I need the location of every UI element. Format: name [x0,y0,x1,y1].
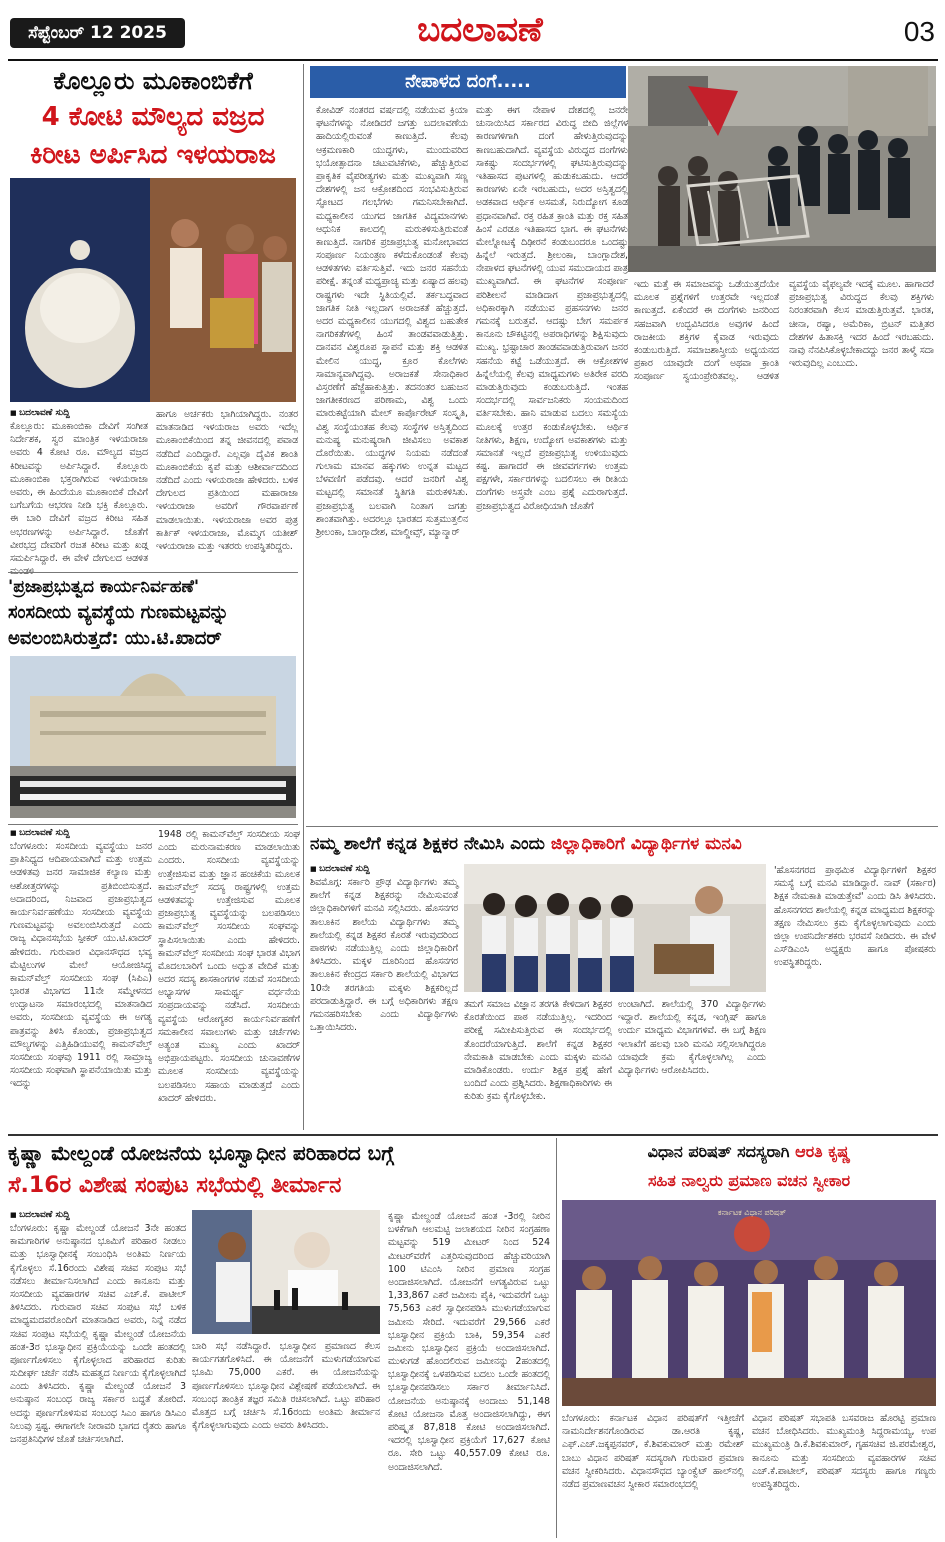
story-speaker [8,576,298,820]
kollur-photo-illustration [10,178,296,402]
divider-left-2 [8,824,298,825]
teachers-col-1: ಶಿವಮೊಗ್ಗ: ಸರ್ಕಾರಿ ಪ್ರೌಢ ವಿದ್ಯಾರ್ಥಿಗಳು ತಮ್ಮ ಶಾಲೆಗೆ ಕನ್ನಡ ಶಿಕ್ಷಕರನ್ನು ನೇಮಿಸುವಂತೆ ಜಿಲ್ಲಾಧಿಕಾರಿಗಳಿಗೆ ಮನವಿ ಸಲ್ಲಿಸಿದರು. ಹೊಸನಗರ ತಾಲೂಕಿನ ಶಾಲೆಯ ವಿದ್ಯಾರ್ಥಿಗಳು ತಮ್ಮ ಶಾಲೆಯಲ್ಲಿ ಕನ್ನಡ ಶಿಕ್ಷಕರ ಕೊರತೆ ಇರುವುದರಿಂದ ಪಾಠಗಳು ನಡೆಯುತ್ತಿಲ್ಲ ಎಂದು ಜಿಲ್ಲಾಧಿಕಾರಿಗೆ ತಿಳಿಸಿದರು. ಮಕ್ಕಳ ದೂರಿನಿಂದ ಹೊಸನಗರ ತಾಲೂಕಿನ ಕೇಂದ್ರದ ಸರ್ಕಾರಿ ಶಾಲೆಯಲ್ಲಿ ವಿಭಾಗದ 10ನೇ ತರಗತಿಯ ಮಕ್ಕಳು ಶಿಕ್ಷಕರಿಲ್ಲದೆ ಪರದಾಡುತ್ತಿದ್ದಾರೆ. ಈ ಬಗ್ಗೆ ಅಧಿಕಾರಿಗಳು ತಕ್ಷಣ ಗಮನಹರಿಸಬೇಕು ಎಂದು ವಿದ್ಯಾರ್ಥಿಗಳು ಒತ್ತಾಯಿಸಿದರು. [310,877,458,1034]
teachers-col-4: 'ಹೊಸನಗರದ ಪ್ರಾಥಮಿಕ ವಿದ್ಯಾರ್ಥಿಗಳಿಗೆ ಶಿಕ್ಷಕರ ಸಮಸ್ಯೆ ಬಗ್ಗೆ ಮನವಿ ಮಾಡಿದ್ದಾರೆ. ನಾವ್ (ಸರ್ಕಾರ) ಶಿಕ್ಷಕ ನೇಮಕಾತಿ ಮಾಡುತ್ತೇವೆ' ಎಂದು ಡಿಸಿ ತಿಳಿಸಿದರು. ಹೊಸನಗರದ ಶಾಲೆಯಲ್ಲಿ ಕನ್ನಡ ಮಾಧ್ಯಮದ ಶಿಕ್ಷಕರನ್ನು ತಕ್ಷಣ ನೇಮಿಸಲು ಕ್ರಮ ಕೈಗೊಳ್ಳಲಾಗುವುದು ಎಂದು ಜಿಲ್ಲಾ ಉಪನಿರ್ದೇಶಕರು ಭರವಸೆ ನೀಡಿದರು. ಈ ವೇಳೆ ಎಸ್‌ಡಿಎಂಸಿ ಅಧ್ಯಕ್ಷರು ಹಾಗೂ ಪೋಷಕರು ಉಪಸ್ಥಿತರಿದ್ದರು. [774,865,936,969]
kollur-body [10,408,298,570]
nepal-col-2: ಮತ್ತು ಈಗ ನೇಪಾಳ ದೇಶದಲ್ಲಿ ಜನರೇ ಚುನಾಯಿಸಿದ ಸರ್ಕಾರದ ವಿರುದ್ಧ ಬೀದಿ ಜಿಲ್ಲೆಗಳ ಕಾರಣಗಳಿಗಾಗಿ ದಂಗೆ ಹೇಳುತ್ತಿರುವುದನ್ನು ಕಾಣಬಹುದಾಗಿದೆ. ವ್ಯವಸ್ಥೆಯ ವಿರುದ್ಧದ ದಂಗೆಗಳು ಸಾಕಷ್ಟು ಸಂದರ್ಭಗಳಲ್ಲಿ ಘಟಿಸುತ್ತಿರುವುದನ್ನು ಇತಿಹಾಸದ ಪುಟಗಳಲ್ಲಿ ಹುಡುಕಬಹುದು. ಆದರೆ ಕಾರಣಗಳು ಏನೇ ಇರಬಹುದು, ಅದರ ಅಸ್ತಿತ್ವದಲ್ಲಿ ಅಡಕವಾದ ಆರ್ಥಿಕ ಅಸಮತೆ, ನಿರುದ್ಯೋಗ ಕೂಡ ಪ್ರಧಾನವಾಗಿವೆ. ರಕ್ತ ರಹಿತ ಕ್ರಾಂತಿ ಮತ್ತು ರಕ್ತ ಸಹಿತ ಹಿಂಸೆ ಎರಡೂ ಇತಿಹಾಸದ ಭಾಗ. ಈ ಘಟನೆಗಳು ಮೇಲ್ನೋಟಕ್ಕೆ ದಿಢೀರನೆ ಕಂಡುಬಂದರೂ ಒಂದಷ್ಟು ಹಿನ್ನೆಲೆ ಇರುತ್ತದೆ. ಶ್ರೀಲಂಕಾ, ಬಾಂಗ್ಲಾದೇಶ, ನೇಪಾಳದ ಘಟನೆಗಳಲ್ಲಿ ಯುವ ಸಮುದಾಯದ ಪಾತ್ರ ಮುಖ್ಯವಾಗಿದೆ. ಈ ಘಟನೆಗಳ ಸಂಪೂರ್ಣ ಪರಿಶೀಲನೆ ಮಾಡಿದಾಗ ಪ್ರಜಾಪ್ರಭುತ್ವದಲ್ಲಿ ಅಧಿಕಾರಕ್ಕಾಗಿ ನಡೆಯುವ ಪ್ರಹಸನಗಳು ಜನರ ಗಮನಕ್ಕೆ ಬರುತ್ತವೆ. ಆದಷ್ಟು ಬೇಗ ಸಮರ್ಪಕ ಕಾನೂನು ಚೌಕಟ್ಟಿನಲ್ಲಿ ಅಪರಾಧಿಗಳನ್ನು ಶಿಕ್ಷಿಸುವುದು ಮುಖ್ಯ. ಭ್ರಷ್ಟಾಚಾರ ತಾಂಡವವಾಡುತ್ತಿರುವಾಗ ಜನರ ಸಹನೆಯ ಕಟ್ಟೆ ಒಡೆಯುತ್ತದೆ. ಈ ಆಕ್ರೋಶಗಳ ಹಿನ್ನೆಲೆಯಲ್ಲಿ ಕೆಲವು ಮಾಧ್ಯಮಗಳು ಅತಿರೇಕ ವರದಿ ಮಾಡುತ್ತಿರುವುದು ಕಂಡುಬರುತ್ತಿದೆ. ಇಂತಹ ಸಂದರ್ಭದಲ್ಲಿ ಸಾರ್ವಜನಿಕರು ಸಂಯಮದಿಂದ ವರ್ತಿಸಬೇಕು. ಹಾನಿ ಮಾಡುವ ಬದಲು ಸಮಸ್ಯೆಯ ಮೂಲಕ್ಕೆ ಉತ್ತರ ಕಂಡುಕೊಳ್ಳಬೇಕು. ಆರ್ಥಿಕ ನೀತಿಗಳು, ಶಿಕ್ಷಣ, ಉದ್ಯೋಗ ಅವಕಾಶಗಳು ಮತ್ತು ಸಮಾನತೆ ಇಲ್ಲದೆ ಪ್ರಜಾಪ್ರಭುತ್ವ ಉಳಿಯುವುದು ಕಷ್ಟ. ಹಾಗಾದರೆ ಈ ಜೀವವರ್ಗಗಳು ಉತ್ತಮ ಪಕ್ಷಗಳೇ, ಸರ್ಕಾರಗಳನ್ನು ಬದಲಿಸಲು ಈ ರೀತಿಯ ದಂಗೆಗಳು ಅಸ್ತ್ರವೇ ಎಂಬ ಪ್ರಶ್ನೆ ಎದುರಾಗುತ್ತದೆ. ಪ್ರಜಾಪ್ರಭುತ್ವದ ವಿರೋಧಿಯಾಗಿ ಜೊತೆಗೆ [476,105,628,512]
teachers-headline-dark: ನಮ್ಮ ಶಾಲೆಗೆ ಕನ್ನಡ ಶಿಕ್ಷಕರ ನೇಮಿಸಿ ಎಂದು [310,834,545,854]
press-meet-illustration [192,1210,380,1334]
vidhana-soudha-photo [10,656,296,818]
teachers-byline: ■ ಬದಲಾವಣೆ ಸುದ್ದಿ [310,864,458,874]
kollur-col-1: ಕೊಲ್ಲೂರು: ಮೂಕಾಂಬಿಕಾ ದೇವಿಗೆ ಸಂಗೀತ ನಿರ್ದೇಶಕ, ಸ್ವರ ಮಾಂತ್ರಿಕ ಇಳಯರಾಜಾ ಅವರು 4 ಕೋಟಿ ರೂ. ಮೌಲ್ಯದ ವಜ್ರದ ಕಿರೀಟವನ್ನು ಅರ್ಪಿಸಿದ್ದಾರೆ. ಕೊಲ್ಲೂರು ಮೂಕಾಂಬಿಕಾ ಭಕ್ತರಾಗಿರುವ ಇಳಯರಾಜಾ ಅವರು, ಈ ಹಿಂದೆಯೂ ಮೂಕಾಂಬಿಕೆ ದೇವಿಗೆ ಬಗೆಬಗೆಯ ಆಭರಣ ನೀಡಿ ಭಕ್ತಿ ಕೊಲ್ಲೂರು. ಈ ಬಾರಿ ದೇವಿಗೆ ವಜ್ರದ ಕಿರೀಟ ಸಹಿತ ಅಭರಣಗಳನ್ನು ಅರ್ಪಿಸಿದ್ದಾರೆ. ಜೊತೆಗೆ ವೀರಭದ್ರ ದೇವರಿಗೆ ರಜತ ಕಿರೀಟ ಮತ್ತು ಖಡ್ಗ ಸಮರ್ಪಿಸಿದ್ದಾರೆ. ಈ ವೇಳೆ ದೇಗುಲದ ಆಡಳಿತ [10,421,148,564]
teachers-headline-red: ಜಿಲ್ಲಾಧಿಕಾರಿಗೆ ವಿದ್ಯಾರ್ಥಿಗಳ ಮನವಿ [550,834,742,854]
speaker-headline-2: ಸಂಸದೀಯ ವ್ಯವಸ್ಥೆಯ ಗುಣಮಟ್ಟವನ್ನು [8,602,229,623]
krishna-col-2: ಬಾರಿ ಸಭೆ ನಡೆಸಿದ್ದಾರೆ. ಭೂಸ್ವಾಧೀನ ಪ್ರಮಾಣದ ಕೆಲಸ ಕಾರ್ಯಗತಗೊಳಿಸಿದೆ. ಈ ಯೋಜನೆಗೆ ಮುಳುಗಡೆಯಾಗುವ ಭೂಮಿ 75,000 ಎಕರೆ. ಈ ಯೋಜನೆಯನ್ನು ಪೂರ್ಣಗೊಳಿಸಲು ಭೂಸ್ವಾಧೀನ ವಿಶ್ಲೇಷಣೆ ಪಡೆಯಲಾಗಿದೆ. ಈ ಸಂಬಂಧ ತಾಂತ್ರಿಕ ತಜ್ಞರ ಸಮಿತಿ ರಚಿಸಲಾಗಿದೆ. ಒಟ್ಟು ಪರಿಹಾರ ಮೊತ್ತದ ಬಗ್ಗೆ ಚರ್ಚಿಸಿ ಸೆ.16ರಂದು ಅಂತಿಮ ತೀರ್ಮಾನ ಕೈಗೊಳ್ಳಲಾಗುವುದು ಎಂದು ಅವರು ತಿಳಿಸಿದರು. [192,1341,380,1432]
masthead-date: ಸೆಪ್ಟೆಂಬರ್ 12 2025 [10,18,185,48]
krishna-col-1: ಬೆಂಗಳೂರು: ಕೃಷ್ಣಾ ಮೇಲ್ದಂಡೆ ಯೋಜನೆ 3ನೇ ಹಂತದ ಕಾಮಗಾರಿಗಳ ಅನುಷ್ಠಾನದ ಭೂಮಿಗೆ ಪರಿಹಾರ ನೀಡಲು ಮತ್ತು ಭೂಸ್ವಾಧೀನಕ್ಕೆ ಸಂಬಂಧಿಸಿ ಅಂತಿಮ ನಿರ್ಣಯ ಕೈಗೊಳ್ಳಲು ಸೆ.16ರಂದು ವಿಶೇಷ ಸಚಿವ ಸಂಪುಟ ಸಭೆ ನಡೆಸಲು ತೀರ್ಮಾನಿಸಲಾಗಿದೆ ಎಂದು ಕಾನೂನು ಮತ್ತು ಸಂಸದೀಯ ವ್ಯವಹಾರಗಳ ಸಚಿವ ಎಚ್.ಕೆ. ಪಾಟೀಲ್ ತಿಳಿಸಿದರು. ಗುರುವಾರ ಸಚಿವ ಸಂಪುಟ ಸಭೆ ಬಳಿಕ ಮಾಧ್ಯಮದವರೊಂದಿಗೆ ಮಾತನಾಡಿದ ಅವರು, ನಿನ್ನೆ ನಡೆದ ಸಚಿವ ಸಂಪುಟ ಸಭೆಯಲ್ಲಿ ಕೃಷ್ಣಾ ಮೇಲ್ದಂಡೆ ಯೋಜನೆಯ ಹಂತ-3ರ ಭೂಸ್ವಾಧೀನ ಪ್ರಕ್ರಿಯೆಯನ್ನು ಒಂದೇ ಹಂತದಲ್ಲಿ ಪೂರ್ಣಗೊಳಿಸಲು ಕೈಗೊಳ್ಳಲಾದ ಪರಿಹಾರದ ಕುರಿತು ಸುದೀರ್ಘ ಚರ್ಚೆ ನಡೆಸಿ ಮಹತ್ವದ ನಿರ್ಣಯ ಕೈಗೊಳ್ಳಲಾಗಿದೆ ಎಂದು ತಿಳಿಸಿದರು. ಕೃಷ್ಣಾ ಮೇಲ್ದಂಡೆ ಯೋಜನೆ 3 ಅನುಷ್ಠಾನ ಸಂಬಂಧ ರಾಜ್ಯ ಸರ್ಕಾರ ಬದ್ಧತೆ ತೋರಿದೆ. ಅದನ್ನು ಪೂರ್ಣಗೊಳಿಸುವ ಸಂಬಂಧ ಸಿಎಂ ಹಾಗೂ ಡಿಸಿಎಂ ನಿಲುವು ಸ್ಪಷ್ಟ. ಈಗಾಗಲೇ ನೀರಾವರಿ ಭಾಗದ ರೈತರು ಹಾಗೂ ಜನಪ್ರತಿನಿಧಿಗಳ ಜೊತೆ ಚರ್ಚಿಸಲಾಗಿದೆ. [10,1223,186,1445]
kollur-photo [10,178,296,402]
kollur-headline-2: 4 ಕೋಟಿ ಮೌಲ್ಯದ ವಜ್ರದ [41,102,265,132]
speaker-quote-line: 'ಪ್ರಜಾಪ್ರಭುತ್ವದ ಕಾರ್ಯನಿರ್ವಹಣೆ' [8,577,200,597]
nepal-col-3: ಇದು ಮತ್ತೆ ಈ ಸಮಾಜವನ್ನು ಒಡೆಯುತ್ತದೆಯೇ ಮೂಲಕ ಪ್ರಶ್ನೆಗಳಿಗೆ ಉತ್ತರವೇ ಇಲ್ಲದಂತೆ ಕಾಣುತ್ತದೆ. ಏಕೆಂದರೆ ಈ ದಂಗೆಗಳು ಜನರಿಂದ ಸಹಜವಾಗಿ ಉದ್ಭವಿಸಿದರೂ ಅವುಗಳ ಹಿಂದೆ ರಾಜಕೀಯ ಶಕ್ತಿಗಳ ಕೈವಾಡ ಇರುವುದು ಕಂಡುಬರುತ್ತಿದೆ. ಸಮಾಜಶಾಸ್ತ್ರೀಯ ಅಧ್ಯಯನದ ಪ್ರಕಾರ ಯಾವುದೇ ದಂಗೆ ಅಥವಾ ಕ್ರಾಂತಿ ಸಂಪೂರ್ಣ ಸ್ವಯಂಪ್ರೇರಿತವಲ್ಲ. ಆಡಳಿತ ವ್ಯವಸ್ಥೆಯ ವೈಫಲ್ಯವೇ ಇದಕ್ಕೆ ಮೂಲ. ಹಾಗಾದರೆ ಪ್ರಜಾಪ್ರಭುತ್ವ ವಿರುದ್ಧದ ಕೆಲವು ಶಕ್ತಿಗಳು ನಿರಂತರವಾಗಿ ಕೆಲಸ ಮಾಡುತ್ತಿರುತ್ತವೆ. ಭಾರತ, ಚೀನಾ, ರಷ್ಯಾ, ಅಮೆರಿಕಾ, ಬ್ರಿಟನ್ ಮತ್ತಿತರ ದೇಶಗಳ ಹಿತಾಸಕ್ತಿ ಇದರ ಹಿಂದೆ ಇರಬಹುದು. ನಾವು ನೆನಪಿಸಿಕೊಳ್ಳಬೇಕಾದದ್ದು ಜನರ ತಾಳ್ಮೆ ಸದಾ ಇರುವುದಿಲ್ಲ ಎಂಬುದು. [634,279,934,383]
nepal-section-title: ನೇಪಾಳದ ದಂಗೆ..... [310,66,626,98]
council-headline-1-dark: ವಿಧಾನ ಪರಿಷತ್ ಸದಸ್ಯರಾಗಿ [647,1142,790,1161]
council-headline-1-red: ಆರತಿ ಕೃಷ್ಣ [795,1142,851,1161]
story-teachers [308,830,938,1130]
divider-vertical-bottom [556,1138,557,1538]
teachers-col-3: ಉಂಟಾಗಿದೆ. ಶಾಲೆಯಲ್ಲಿ 370 ವಿದ್ಯಾರ್ಥಿಗಳು ಇದ್ದಾರೆ. ಶಾಲೆಯಲ್ಲಿ ಕನ್ನಡ, ಇಂಗ್ಲಿಷ್ ಹಾಗೂ ಉರ್ದು ಮಾಧ್ಯಮ ವಿಭಾಗಗಳಿವೆ. ಈ ಬಗ್ಗೆ ಶಿಕ್ಷಣ ಇಲಾಖೆಗೆ ಹಲವು ಬಾರಿ ಮನವಿ ಸಲ್ಲಿಸಲಾಗಿದ್ದರೂ ಯಾವುದೇ ಕ್ರಮ ಕೈಗೊಳ್ಳಲಾಗಿಲ್ಲ ಎಂದು ವಿದ್ಯಾರ್ಥಿಗಳು ಆರೋಪಿಸಿದರು. [618,999,766,1076]
council-col-2: ವಿಧಾನ ಪರಿಷತ್ ಸಭಾಪತಿ ಬಸವರಾಜ ಹೊರಟ್ಟಿ ಪ್ರಮಾಣ ವಚನ ಬೋಧಿಸಿದರು. ಮುಖ್ಯಮಂತ್ರಿ ಸಿದ್ದರಾಮಯ್ಯ, ಉಪ ಮುಖ್ಯಮಂತ್ರಿ ಡಿ.ಕೆ.ಶಿವಕುಮಾರ್, ಗೃಹಸಚಿವ ಜಿ.ಪರಮೇಶ್ವರ, ಕಾನೂನು ಮತ್ತು ಸಂಸದೀಯ ವ್ಯವಹಾರಗಳ ಸಚಿವ ಎಚ್.ಕೆ.ಪಾಟೀಲ್, ಪರಿಷತ್ ಸದಸ್ಯರು ಹಾಗೂ ಗಣ್ಯರು ಉಪಸ್ಥಿತರಿದ್ದರು. [752,1413,936,1490]
nepal-protest-photo [628,66,936,272]
speaker-col-2: 1948 ರಲ್ಲಿ ಕಾಮನ್‌ವೆಲ್ತ್ ಸಂಸದೀಯ ಸಂಘ ಎಂದು ಮರುನಾಮಕರಣ ಮಾಡಲಾಯಿತು ಎಂದರು. ಸಂಸದೀಯ ವ್ಯವಸ್ಥೆಯನ್ನು ಉತ್ತೇಜಿಸುವ ಮತ್ತು ಜ್ಞಾನ ಹಂಚಿಕೆಯ ಮೂಲಕ ಕಾಮನ್‌ವೆಲ್ತ್ ಸದಸ್ಯ ರಾಷ್ಟ್ರಗಳಲ್ಲಿ ಉತ್ತಮ ಆಡಳಿತವನ್ನು ಉತ್ತೇಜಿಸುವ ಮೂಲಕ ಪ್ರಜಾಪ್ರಭುತ್ವ ವ್ಯವಸ್ಥೆಯನ್ನು ಬಲಪಡಿಸಲು ಕಾಮನ್‌ವೆಲ್ತ್ ಸಂಸದೀಯ ಸಂಘವನ್ನು ಸ್ಥಾಪಿಸಲಾಯಿತು ಎಂದು ಹೇಳಿದರು. ಕಾಮನ್‌ವೆಲ್ತ್ ಸಂಸದೀಯ ಸಂಘ ಭಾರತ ವಿಭಾಗ ಮೊದಲಬಾರಿಗೆ ಒಂದು ಅದ್ಭುತ ವೇದಿಕೆ ಮತ್ತು ಅದರ ಸದಸ್ಯ ಶಾಸಕಾಂಗಗಳ ನಡುವೆ ಸಂಸದೀಯ ಅಭ್ಯಾಸಗಳ ಸಾಮರ್ಥ್ಯ ವರ್ಧನೆಯ ಸಂಪ್ರದಾಯವನ್ನು ನಡೆಸಿದೆ. ಸಂಸದೀಯ ವ್ಯವಸ್ಥೆಯ ಆರೋಗ್ಯಕರ ಕಾರ್ಯನಿರ್ವಹಣೆಗೆ ಸಮಕಾಲೀನ ಸವಾಲುಗಳು ಮತ್ತು ಚರ್ಚೆಗಳು ಅತ್ಯಂತ ಮುಖ್ಯ ಎಂದು ಖಾದರ್ ಅಭಿಪ್ರಾಯಪಟ್ಟರು. ಸಂಸದೀಯ ಚುನಾವಣೆಗಳ ಮೂಲಕ ಸಂಸದೀಯ ವ್ಯವಸ್ಥೆಯನ್ನು ಬಲಪಡಿಸಲು ಸಹಾಯ ಮಾಡುತ್ತದೆ ಎಂದು ಖಾದರ್ ಹೇಳಿದರು. [158,829,300,1104]
council-headline-1 [560,1138,938,1166]
teachers-photo [464,864,766,992]
vidhana-soudha-illustration [10,656,296,818]
teachers-headline [310,830,936,858]
kollur-headline-3: ಕಿರೀಟ ಅರ್ಪಿಸಿದ ಇಳಯರಾಜ [30,140,276,170]
krishna-byline: ■ ಬದಲಾವಣೆ ಸುದ್ದಿ [10,1210,186,1220]
nepal-protest-illustration [628,66,936,272]
kollur-col-2: ಹಾಗೂ ಅರ್ಚಕರು ಭಾಗಿಯಾಗಿದ್ದರು. ನಂತರ ಮಾತನಾಡಿದ ಇಳಯರಾಜ ಅವರು ಇದೆಲ್ಲ ಮೂಕಾಂಬಿಕೆಯಿಂದ ತನ್ನ ಜೀವನದಲ್ಲಿ ಪವಾಡ ನಡೆದಿದೆ ಎಂದಿದ್ದಾರೆ. ಎಲ್ಲವೂ ದೈವಿಕ ಶಾಂತಿ ಮೂಕಾಂಬಿಕೆಯ ಕೃಪೆ ಮತ್ತು ಆಶೀರ್ವಾದದಿಂದ ನಡೆದಿದೆ ಎಂದು ಇಳಯರಾಜಾ ಹೇಳಿದರು. ಬಳಿಕ ದೇಗುಲದ ಪ್ರತಿಯಿಂದ ಮಹಾರಾಜಾ ಇಳಯರಾಜಾ ಅವರಿಗೆ ಗೌರವಾರ್ಪಣೆ ಮಾಡಲಾಯಿತು. ಇಳಯರಾಜಾ ಅವರ ಪುತ್ರ ಕಾರ್ತಿಕ್ ಇಳಯರಾಜಾ, ಮೊಮ್ಮಗ ಯತೀಶ್ ಇಳಯರಾಜಾ ಮತ್ತು ಇತರರು ಉಪಸ್ಥಿತರಿದ್ದರು. [156,409,298,552]
kollur-headline-1: ಕೊಲ್ಲೂರು ಮೂಕಾಂಬಿಕೆಗೆ [53,67,253,95]
divider-left-1 [8,572,298,573]
council-col-1: ಬೆಂಗಳೂರು: ಕರ್ನಾಟಕ ವಿಧಾನ ಪರಿಷತ್‌ಗೆ ಇತ್ತೀಚೆಗೆ ನಾಮನಿರ್ದೇಶನಗೊಂಡಿರುವ ಡಾ.ಆರತಿ ಕೃಷ್ಣ, ಎಫ್.ಎಚ್.ಜಕ್ಕಪ್ಪನವರ್, ಕೆ.ಶಿವಕುಮಾರ್ ಮತ್ತು ರಮೇಶ್ ಬಾಬು ವಿಧಾನ ಪರಿಷತ್ ಸದಸ್ಯರಾಗಿ ಗುರುವಾರ ಪ್ರಮಾಣ ವಚನ ಸ್ವೀಕರಿಸಿದರು. ವಿಧಾನಸೌಧದ ಬ್ಯಾಂಕ್ವೆಟ್ ಹಾಲ್‌ನಲ್ಲಿ ನಡೆದ ಪ್ರಮಾಣವಚನ ಸ್ವೀಕಾರ ಸಮಾರಂಭದಲ್ಲಿ [562,1413,744,1490]
council-photo [562,1200,936,1406]
speaker-byline: ■ ಬದಲಾವಣೆ ಸುದ್ದಿ [10,828,152,838]
masthead-rule [8,59,938,61]
masthead-paper-name: ಬದಲಾವಣೆ [417,10,543,50]
speaker-headline-3: ಅವಲಂಬಿಸಿರುತ್ತದೆ: ಯು.ಟಿ.ಖಾದರ್ [8,628,222,649]
story-council [560,1138,938,1538]
divider-vertical-main [303,64,304,1130]
speaker-col-1: ಬೆಂಗಳೂರು: ಸಂಸದೀಯ ವ್ಯವಸ್ಥೆಯು ಜನರ ಪ್ರಾತಿನಿಧ್ಯದ ಆದಿಪಾಯವಾಗಿದೆ ಮತ್ತು ಉತ್ತಮ ಆಡಳಿತವು ಜನರ ಸಾಮಾಜಿಕ ಕಲ್ಯಾಣ ಮತ್ತು ಆಶೋತ್ತರಗಳನ್ನು ಪ್ರತಿಬಿಂಬಿಸುತ್ತದೆ. ಅದಾದರಿಂದ, ನಿಜವಾದ ಪ್ರಜಾಪ್ರಭುತ್ವದ ಕಾರ್ಯನಿರ್ವಹಣೆಯು ಸಂಸದೀಯ ವ್ಯವಸ್ಥೆಯ ಗುಣಮಟ್ಟವನ್ನು ಅವಲಂಬಿಸಿರುತ್ತದೆ ಎಂದು ರಾಜ್ಯ ವಿಧಾನಸಭೆಯ ಸ್ಪೀಕರ್ ಯು.ಟಿ.ಖಾದರ್ ಹೇಳಿದರು. ಗುರುವಾರ ವಿಧಾನಸೌಧದ ಭವ್ಯ ಮೆಟ್ಟಿಲುಗಳ ಮೇಲೆ ಆಯೋಜಿಸಿದ್ದ ಕಾಮನ್‌ವೆಲ್ತ್ ಸಂಸದೀಯ ಸಂಘ (ಸಿಪಿಎ) ಭಾರತ ವಿಭಾಗದ 11ನೇ ಸಮ್ಮೇಳನದ ಉದ್ಘಾಟನಾ ಸಮಾರಂಭದಲ್ಲಿ ಮಾತನಾಡಿದ ಅವರು, ಸಂಸದೀಯ ವ್ಯವಸ್ಥೆಯ ಈ ಅಗತ್ಯ ಪಾತ್ರವನ್ನು ತಿಳಿಸಿ ಕೊಂಡು, ಪ್ರಜಾಪ್ರಭುತ್ವದ ಮೌಲ್ಯಗಳನ್ನು ಎತ್ತಿಹಿಡಿಯುವಲ್ಲಿ ಕಾಮನ್‌ವೆಲ್ತ್ ಸಂಸದೀಯ ಸಂಘವು 1911 ರಲ್ಲಿ ಸಾಮ್ರಾಜ್ಯ ಸಂಸದೀಯ ಸಂಘವಾಗಿ ಸ್ಥಾಪನೆಯಾಯಿತು ಮತ್ತು ಇದನ್ನು [10,841,152,1090]
council-headline-2: ಸಹಿತ ನಾಲ್ವರು ಪ್ರಮಾಣ ವಚನ ಸ್ವೀಕಾರ [647,1171,851,1190]
krishna-col-3: ಕೃಷ್ಣಾ ಮೇಲ್ದಂಡೆ ಯೋಜನೆ ಹಂತ -3ರಲ್ಲಿ ನೀರಿನ ಬಳಕೆಗಾಗಿ ಆಲಮಟ್ಟಿ ಜಲಾಶಯದ ನೀರಿನ ಸಂಗ್ರಹಣಾ ಮಟ್ಟವನ್ನು 519 ಮೀಟರ್ ನಿಂದ 524 ಮೀಟರ್‌ವರೆಗೆ ಎತ್ತರಿಸುವುದರಿಂದ ಹೆಚ್ಚುವರಿಯಾಗಿ 100 ಟಿಎಂಸಿ ನೀರಿನ ಪ್ರಮಾಣ ಸಂಗ್ರಹ ಅಂದಾಜಿಸಲಾಗಿದೆ. ಯೋಜನೆಗೆ ಅಗತ್ಯವಿರುವ ಒಟ್ಟು 1,33,867 ಎಕರೆ ಜಮೀನು ಪೈಕಿ, ಇದುವರೆಗೆ ಒಟ್ಟು 75,563 ಎಕರೆ ಸ್ವಾಧೀನಪಡಿಸಿ ಮುಳುಗಡೆಯಾಗುವ ಜಮೀನು ಸೇರಿದೆ. ಇದುವರೆಗೆ 29,566 ಎಕರೆ ಭೂಸ್ವಾಧೀನ ಪ್ರಕ್ರಿಯೆ ಬಾಕಿ, 59,354 ಎಕರೆ ಜಮೀನು ಭೂಸ್ವಾಧೀನ ಪ್ರಕ್ರಿಯೆ ಅಂದಾಜಿಸಲಾಗಿದೆ. ಮುಳುಗಡೆ ಹೊಂದಲಿರುವ ಜಮೀನನ್ನು 2ಹಂತದಲ್ಲಿ ಭೂಸ್ವಾಧೀನಕ್ಕೆ ಒಳಪಡಿಸುವ ಬದಲು ಒಂದೇ ಹಂತದಲ್ಲಿ ಭೂಸ್ವಾಧೀನಪಡಿಸಲು ಸರ್ಕಾರ ತೀರ್ಮಾನಿಸಿದೆ. ಯೋಜನೆಯ ಅನುಷ್ಠಾನಕ್ಕೆ ಅಂದಾಜು 51,148 ಕೋಟಿ ಯೋಜನಾ ಮೊತ್ತ ಅಂದಾಜಿಸಲಾಗಿದ್ದು, ಈಗ ಪರಿಷ್ಕೃತ 87,818 ಕೋಟಿ ಅಂದಾಜಿಸಲಾಗಿದೆ. ಇದರಲ್ಲಿ ಭೂಸ್ವಾಧೀನ ಪ್ರಕ್ರಿಯೆಗೆ 17,627 ಕೋಟಿ ರೂ. ಸೇರಿ ಒಟ್ಟು 40,557.09 ಕೋಟಿ ರೂ. ಅಂದಾಜಿಸಲಾಗಿದೆ. [388,1211,550,1473]
teachers-col-2: ತಮಗೆ ಸಮಾಜ ವಿಜ್ಞಾನ ತರಗತಿ ಕೇಳಿದಾಗ ಶಿಕ್ಷಕರ ಕೊರತೆಯಿಂದ ಪಾಠ ನಡೆಯುತ್ತಿಲ್ಲ. ಇದರಿಂದ ಪರೀಕ್ಷೆ ಸಮೀಪಿಸುತ್ತಿರುವ ಈ ಸಂದರ್ಭದಲ್ಲಿ ತೊಂದರೆಯಾಗುತ್ತಿದೆ. ಶಾಲೆಗೆ ಕನ್ನಡ ಶಿಕ್ಷಕರ ನೇಮಕಾತಿ ಮಾಡಬೇಕು ಎಂದು ಮಕ್ಕಳು ಮನವಿ ಮಾಡಿಕೊಂಡರು. ಉರ್ದು ಶಿಕ್ಷಕ ಪ್ರಶ್ನೆ ಹೇಗೆ ಬಂದಿದೆ ಎಂದು ಪ್ರಶ್ನಿಸಿದರು. ಶಿಕ್ಷಣಾಧಿಕಾರಿಗಳು ಈ ಕುರಿತು ಕ್ರಮ ಕೈಗೊಳ್ಳಬೇಕು. [464,999,612,1103]
divider-full [8,1134,938,1136]
divider-right-1 [306,826,938,827]
krishna-headline-1: ಕೃಷ್ಣಾ ಮೇಲ್ದಂಡೆ ಯೋಜನೆಯ ಭೂಸ್ವಾಧೀನ ಪರಿಹಾರದ ಬಗ್ಗೆ [8,1141,394,1165]
story-kollur [8,64,298,570]
story-nepal [308,64,938,824]
masthead-page-number: 03 [903,16,935,47]
masthead [0,0,945,60]
story-krishna [8,1138,552,1538]
nepal-col-1: ಕೋವಿಡ್ ನಂತರದ ವರ್ಷದಲ್ಲಿ ನಡೆಯುವ ಕ್ರಿಯಾ ಘಟನೆಗಳನ್ನು ನೋಡಿದರೆ ಜಗತ್ತು ಬದಲಾವಣೆಯ ಹಾದಿಯಲ್ಲಿರುವಂತೆ ಕಾಣುತ್ತಿದೆ. ಕೆಲವು ಆಕ್ರಮಣಕಾರಿ ಯುದ್ಧಗಳು, ಮುಂದುವರಿದ ಭಯೋತ್ಪಾದನಾ ಚಟುವಟಿಕೆಗಳು, ಹೆಚ್ಚುತ್ತಿರುವ ಪ್ರಾಕೃತಿಕ ವೈಪರೀತ್ಯಗಳು ಮತ್ತು ಮುಖ್ಯವಾಗಿ ಸಣ್ಣ ದೇಶಗಳಲ್ಲಿ ಜನ ಆಕ್ರೋಶದಿಂದ ಸಂಭವಿಸುತ್ತಿರುವ ಸ್ಫೋಟದ ಗಲಭೆಗಳು ಗಮನಿಸಬೇಕಾಗಿದೆ. ಮಧ್ಯಕಾಲೀನ ಯುಗದ ಜಾಗತಿಕ ವಿದ್ಯಮಾನಗಳು ಆಧುನಿಕ ಕಾಲದಲ್ಲಿ ಮರುಕಳಿಸುತ್ತಿರುವಂತೆ ಕಾಣುತ್ತಿದೆ. ನಾಗರಿಕ ಪ್ರಜಾಪ್ರಭುತ್ವ ಮನೋಭಾವದ ಸಂಪೂರ್ಣ ನಿಯಂತ್ರಣ ಕಳೆದುಕೊಂಡಂತೆ ಕೆಲವು ಆಡಳಿತಗಳು ವರ್ತಿಸುತ್ತಿವೆ. ಇದು ಜನರ ಸಹನೆಯ ಪರೀಕ್ಷೆ. ತನ್ನಂತೆ ಮಧ್ಯಪ್ರಾಚ್ಯ ಮತ್ತು ಏಷ್ಯಾದ ಹಲವು ರಾಷ್ಟ್ರಗಳು ಇದೇ ಸ್ಥಿತಿಯಲ್ಲಿವೆ. ತರ್ಕಬದ್ಧವಾದ ಜಾಗತಿಕ ನೀತಿ ಇಲ್ಲದಾಗ ಅರಾಜಕತೆ ಹೆಚ್ಚುತ್ತದೆ. ಅದರ ಮಧ್ಯಕಾಲೀನ ಯುಗದಲ್ಲಿ ವಿಶ್ವದ ಬಹುತೇಕ ನಾಗರಿಕತೆಗಳಲ್ಲಿ ಹಿಂಸೆ ತಾಂಡವವಾಡುತ್ತಿತ್ತು. ದಾನವನ ವಿಶ್ವರೂಪ ಸ್ಥಾಪನೆ ಮತ್ತು ಶಕ್ತಿ ಆಡಳಿತ ಮೇಲಿನ ಯುದ್ಧ, ಕ್ರೂರ ಕೊಲೆಗಳು ಸಾಮಾನ್ಯವಾಗಿದ್ದವು. ಅರಾಜಕತೆ ಸೇನಾಧಿಕಾರ ವಿಸ್ತರಣೆಗೆ ಹೆಜ್ಜೆಹಾಕುತ್ತಿತ್ತು. ತದನಂತರ ಬಹುಜನ ಜಾಗತೀಕರಣದ ಪರಿಣಾಮ, ವಿಶ್ವ ಒಂದು ಮಾರುಕಟ್ಟೆಯಾಗಿ ಮೇಲ್ ಕಾರ್ಪೊರೇಟ್ ಸಂಸ್ಕೃತಿ, ವಿಶ್ವ ಸಂಸ್ಥೆಯಂತಹ ಕೆಲವು ಸಂಸ್ಥೆಗಳ ಅಸ್ತಿತ್ವದಿಂದ ಮನುಷ್ಯ ಮನುಷ್ಯರಾಗಿ ಜೀವಿಸಲು ಅವಕಾಶ ದೊರೆಯಿತು. ಯುದ್ಧಗಳ ನಿಯಮ ನಡೆದಂತೆ ಗುಲಾಮ ಮಾನವ ಹಕ್ಕುಗಳು ಉನ್ನತ ಮಟ್ಟದ ಬೆಳವಣಿಗೆ ಪಡೆದವು. ಆದರೆ ಜನರಿಗೆ ವಿಶ್ವ ಮಟ್ಟದಲ್ಲಿ ಸಮಾನತೆ ಸ್ಥಿತಿಗತಿ ಮರುಕಳಿಸಿತು. ಪ್ರಜಾಪ್ರಭುತ್ವ ಬಲವಾಗಿ ನಿಂತಾಗ ಜಗತ್ತು ಶಾಂತವಾಗಿತ್ತು. ಅದರಲ್ಲೂ ಭಾರತದ ಸುತ್ತಮುತ್ತಲಿನ ಶ್ರೀಲಂಕಾ, ಬಾಂಗ್ಲಾದೇಶ, ಮಾಲ್ಡೀವ್ಸ್, ಮ್ಯಾನ್ಮಾರ್ [316,105,468,538]
council-ceremony-illustration [562,1200,936,1406]
kollur-byline: ■ ಬದಲಾವಣೆ ಸುದ್ದಿ [10,408,148,418]
speaker-body [10,828,300,1128]
krishna-photo [192,1210,380,1334]
krishna-headline-2: ಸೆ.16ರ ವಿಶೇಷ ಸಂಪುಟ ಸಭೆಯಲ್ಲಿ ತೀರ್ಮಾನ [8,1173,342,1198]
council-photo-banner: ಕರ್ನಾಟಕ ವಿಧಾನ ಪರಿಷತ್ [717,1208,787,1217]
students-meeting-illustration [464,864,766,992]
